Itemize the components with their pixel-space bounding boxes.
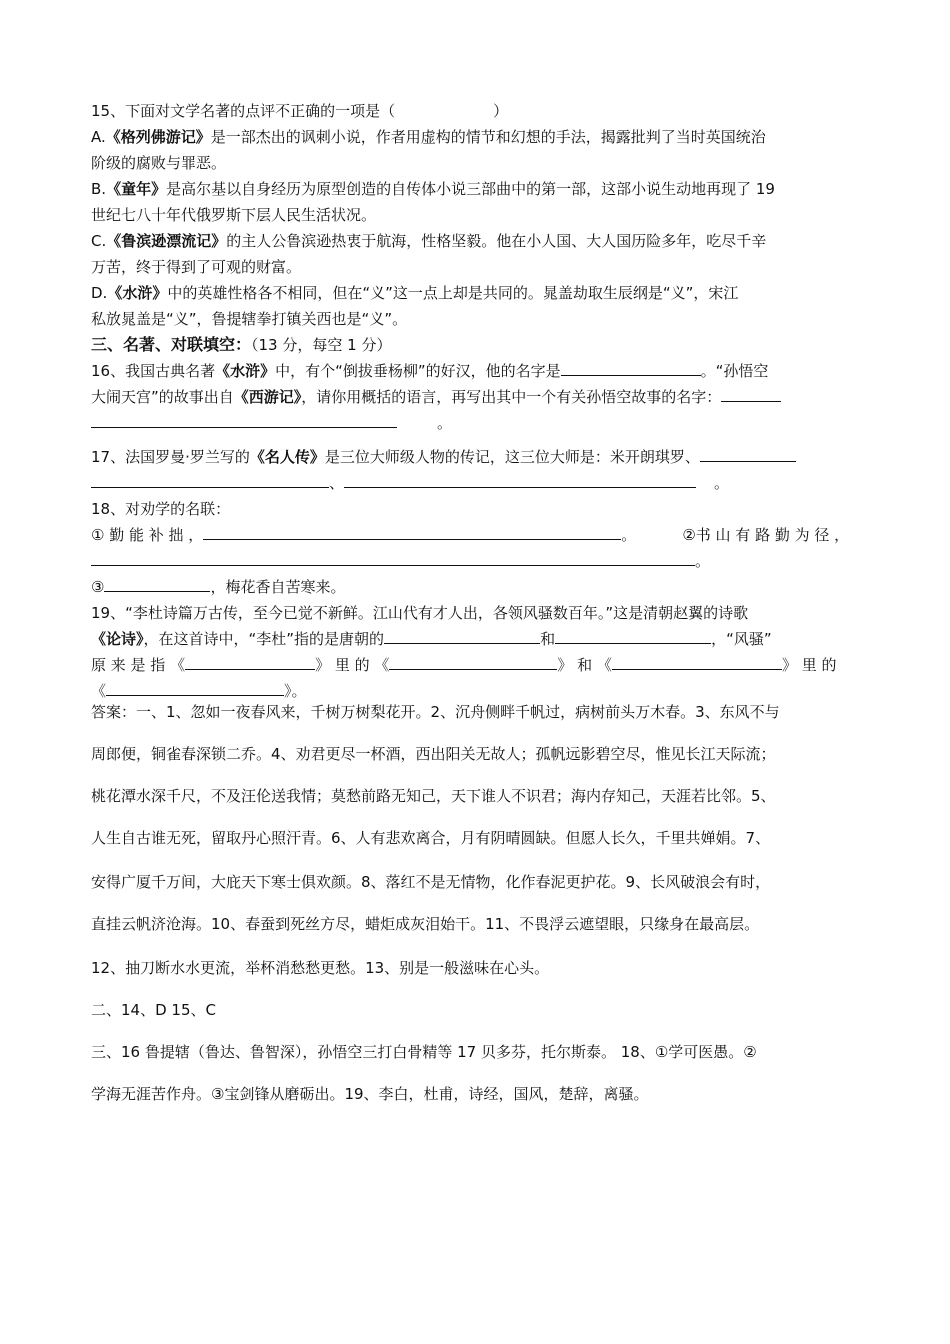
- q19-blank-5[interactable]: [612, 653, 782, 670]
- q16-line-3: 。: [91, 410, 873, 436]
- answer-line-2: 周郎便，铜雀春深锁二乔。4、劝君更尽一杯酒，西出阳关无故人；孤帆远影碧空尽，惟见长江天际流；: [91, 745, 776, 763]
- answer-line-1: 答案：一、1、忽如一夜春风来，千树万树梨花开。2、沉舟侧畔千帆过，病树前头万木春。3、东风不与: [91, 703, 780, 721]
- q17-blank-1[interactable]: [700, 445, 796, 462]
- q15-option-a: A.《格列佛游记》是一部杰出的讽刺小说，作者用虚构的情节和幻想的手法，揭露批判了当时英国统治: [91, 128, 766, 146]
- q19-line-2: 《论诗》，在这首诗中，“李杜”指的是唐朝的 和 ，“风骚”: [91, 626, 873, 652]
- q17-line-2: 、 。: [91, 470, 873, 496]
- answer-line-3: 桃花潭水深千尺，不及汪伦送我情；莫愁前路无知己，天下谁人不识君；海内存知己，天涯若比邻。5、: [91, 787, 776, 805]
- q15-option-a-cont: 阶级的腐败与罪恶。: [91, 154, 227, 172]
- q15-stem: 15、下面对文学名著的点评不正确的一项是（ ）: [91, 102, 509, 120]
- q19-blank-2[interactable]: [555, 627, 711, 644]
- q17-blank-2[interactable]: [91, 471, 329, 488]
- q19-blank-4[interactable]: [389, 653, 557, 670]
- answer-line-9: 三、16 鲁提辖（鲁达、鲁智深），孙悟空三打白骨精等 17 贝多芬，托尔斯泰。 18、①学可医愚。②: [91, 1043, 757, 1061]
- q15-option-b-cont: 世纪七八十年代俄罗斯下层人民生活状况。: [91, 206, 377, 224]
- q16-blank-1[interactable]: [561, 359, 701, 376]
- q19-line-4: 《 》。: [91, 678, 873, 704]
- answer-line-4: 人生自古谁无死，留取丹心照汗青。6、人有悲欢离合，月有阴晴圆缺。但愿人长久，千里共婵娟。7、: [91, 829, 771, 847]
- q17-line-1: 17、法国罗曼·罗兰写的《名人传》是三位大师级人物的传记，这三位大师是：米开朗琪罗、: [91, 444, 873, 470]
- q16-blank-2b[interactable]: [91, 411, 397, 428]
- q19-line-1: 19、“李杜诗篇万古传，至今已觉不新鲜。江山代有才人出，各领风骚数百年。”这是清朝赵翼的诗歌: [91, 604, 749, 622]
- q15-option-b: B.《童年》是高尔基以自身经历为原型创造的自传体小说三部曲中的第一部，这部小说生动地再现了 19: [91, 180, 775, 198]
- answer-line-8: 二、14、D 15、C: [91, 1001, 216, 1019]
- section-3-heading: 三、名著、对联填空：（13 分，每空 1 分）: [91, 335, 392, 354]
- answer-line-6: 直挂云帆济沧海。10、春蚕到死丝方尽，蜡炬成灰泪始干。11、不畏浮云遮望眼，只缘身在最高层。: [91, 915, 760, 933]
- q16-line-2: 大闹天宫”的故事出自《西游记》，请你用概括的语言，再写出其中一个有关孙悟空故事的名字：: [91, 384, 873, 410]
- q15-option-c-cont: 万苦，终于得到了可观的财富。: [91, 258, 302, 276]
- q18-title: 18、对劝学的名联：: [91, 500, 231, 518]
- answer-line-5: 安得广厦千万间，大庇天下寒士俱欢颜。8、落红不是无情物，化作春泥更护花。9、长风破浪会有时，: [91, 873, 771, 891]
- answer-line-10: 学海无涯苦作舟。③宝剑锋从磨砺出。19、李白，杜甫，诗经，国风，楚辞，离骚。: [91, 1085, 649, 1103]
- q19-blank-3[interactable]: [185, 653, 315, 670]
- q16-blank-2a[interactable]: [721, 385, 781, 402]
- q16-line-1: 16、我国古典名著《水浒》中，有个“倒拔垂杨柳”的好汉，他的名字是 。“孙悟空: [91, 358, 873, 384]
- q18-line-2: 。: [91, 548, 873, 574]
- q19-blank-1[interactable]: [384, 627, 540, 644]
- exam-page: [91, 98, 873, 704]
- q15-option-c: C.《鲁滨逊漂流记》的主人公鲁滨逊热衷于航海，性格坚毅。他在小人国、大人国历险多年，吃尽千辛: [91, 232, 767, 250]
- q15-option-d-cont: 私放晁盖是“义”，鲁提辖拳打镇关西也是“义”。: [91, 310, 408, 328]
- q19-line-3: 原 来 是 指 《 》 里 的 《 》 和 《 》 里 的: [91, 652, 873, 678]
- q19-blank-6[interactable]: [106, 679, 284, 696]
- answer-line-7: 12、抽刀断水水更流，举杯消愁愁更愁。13、别是一般滋味在心头。: [91, 959, 550, 977]
- q18-blank-3[interactable]: [104, 575, 210, 592]
- q18-blank-1[interactable]: [203, 523, 621, 540]
- q18-line-3: ③ ，梅花香自苦寒来。: [91, 574, 873, 600]
- q18-line-1: ① 勤 能 补 拙 ， 。 ②书 山 有 路 勤 为 径 ，: [91, 522, 873, 548]
- q18-blank-2[interactable]: [91, 549, 695, 566]
- q15-option-d: D.《水浒》中的英雄性格各不相同，但在“义”这一点上却是共同的。晁盖劫取生辰纲是“义”，宋江: [91, 284, 739, 302]
- q17-blank-3[interactable]: [344, 471, 696, 488]
